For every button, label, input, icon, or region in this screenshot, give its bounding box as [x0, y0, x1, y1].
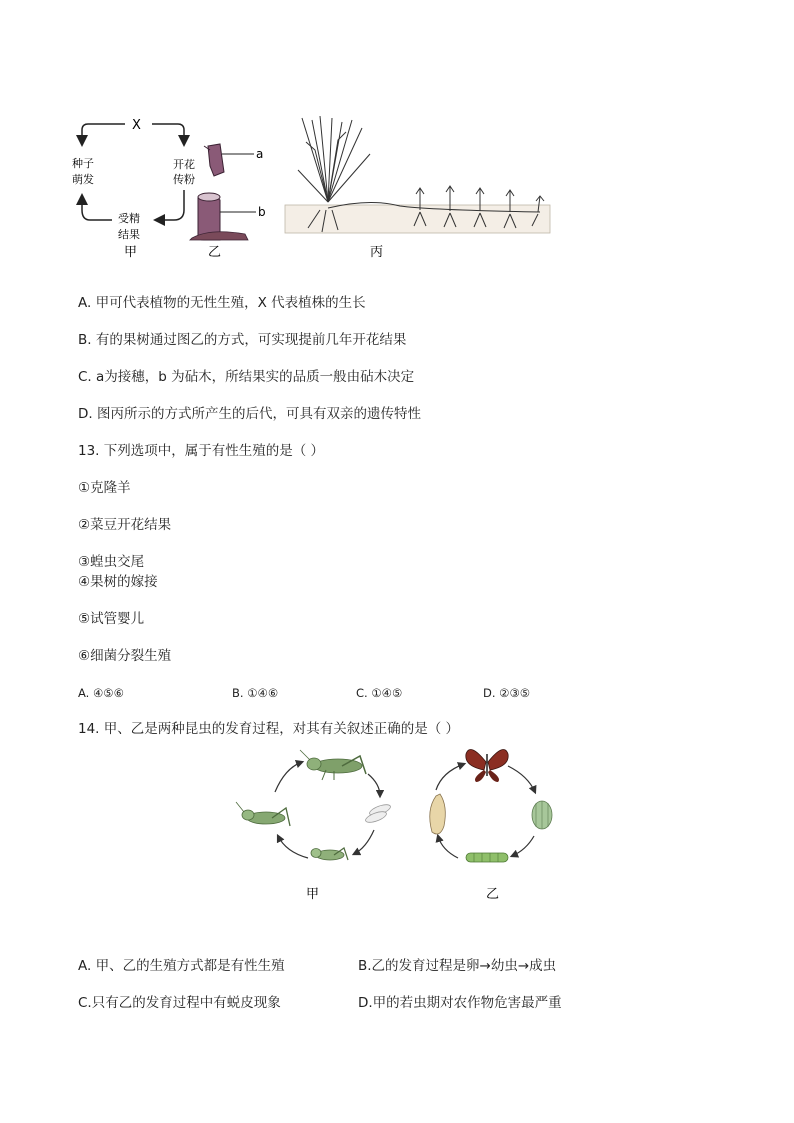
figure-14: [230, 740, 570, 905]
q14-stem: 14. 甲、乙是两种昆虫的发育过程，对其有关叙述正确的是（ ）: [78, 721, 460, 737]
q13-item-2: ②菜豆开花结果: [78, 517, 172, 533]
shoujing-label-2: 结果: [118, 228, 140, 241]
q12-option-c: C. a为接穗，b 为砧木，所结果实的品质一般由砧木决定: [78, 369, 415, 385]
grafting-diagram-yi: [190, 144, 266, 260]
shoujing-label-1: 受精: [118, 212, 140, 225]
eggs-icon: [364, 802, 391, 824]
q14-option-d: D.甲的若虫期对农作物危害最严重: [358, 995, 562, 1011]
q14-option-c: C.只有乙的发育过程中有蜕皮现象: [78, 995, 281, 1011]
arrow-icon: [82, 196, 112, 220]
scion-icon: [208, 144, 224, 176]
adult-grasshopper-icon: [300, 750, 366, 780]
q13-choice-a: A. ④⑤⑥: [78, 686, 124, 700]
arrow-icon: [156, 190, 184, 220]
arrow-icon: [82, 124, 125, 144]
q13-choice-c: C. ①④⑤: [356, 686, 403, 700]
butterfly-icon: [466, 750, 508, 783]
q14-option-a: A. 甲、乙的生殖方式都是有性生殖: [78, 958, 285, 974]
kaihua-label-2: 传粉: [173, 173, 195, 186]
caption-bing: 丙: [370, 245, 384, 260]
q13-item-5: ⑤试管婴儿: [78, 611, 145, 627]
layering-diagram-bing: [285, 116, 550, 260]
kaihua-label-1: 开花: [173, 158, 195, 171]
cycle-diagram-jia: [72, 118, 195, 260]
caption-yi: 乙: [208, 245, 222, 260]
q12-option-a: A. 甲可代表植物的无性生殖，X 代表植株的生长: [78, 295, 366, 311]
label-a: a: [256, 147, 264, 161]
pupa-icon: [430, 794, 446, 834]
caterpillar-icon: [466, 853, 508, 862]
q13-choice-b: B. ①④⑥: [232, 686, 279, 700]
q12-option-d: D. 图丙所示的方式所产生的后代，可具有双亲的遗传特性: [78, 406, 421, 422]
zhongzi-label-2: 萌发: [72, 173, 94, 186]
nymph-large-icon: [236, 802, 290, 826]
nymph-small-icon: [311, 848, 348, 860]
butterfly-egg-icon: [532, 801, 552, 829]
zhongzi-label-1: 种子: [72, 157, 94, 170]
caption-jia: 甲: [124, 245, 138, 260]
q13-item-1: ①克隆羊: [78, 480, 131, 496]
q13-stem: 13. 下列选项中，属于有性生殖的是（ ）: [78, 443, 325, 459]
q13-item-4: ④果树的嫁接: [78, 574, 158, 590]
arrow-icon: [152, 124, 184, 144]
caption-jia-14: 甲: [306, 887, 320, 902]
label-b: b: [258, 205, 266, 219]
q14-option-b: B.乙的发育过程是卵→幼虫→成虫: [358, 958, 557, 974]
incomplete-metamorphosis-jia: [236, 750, 392, 902]
figure-12: [70, 110, 560, 270]
complete-metamorphosis-yi: [430, 750, 552, 903]
caption-yi-14: 乙: [486, 887, 500, 902]
q13-choice-d: D. ②③⑤: [483, 686, 531, 700]
q12-option-b: B. 有的果树通过图乙的方式，可实现提前几年开花结果: [78, 332, 407, 348]
x-label: X: [132, 118, 141, 133]
q13-item-3: ③蝗虫交尾: [78, 554, 145, 570]
q13-item-6: ⑥细菌分裂生殖: [78, 648, 172, 664]
